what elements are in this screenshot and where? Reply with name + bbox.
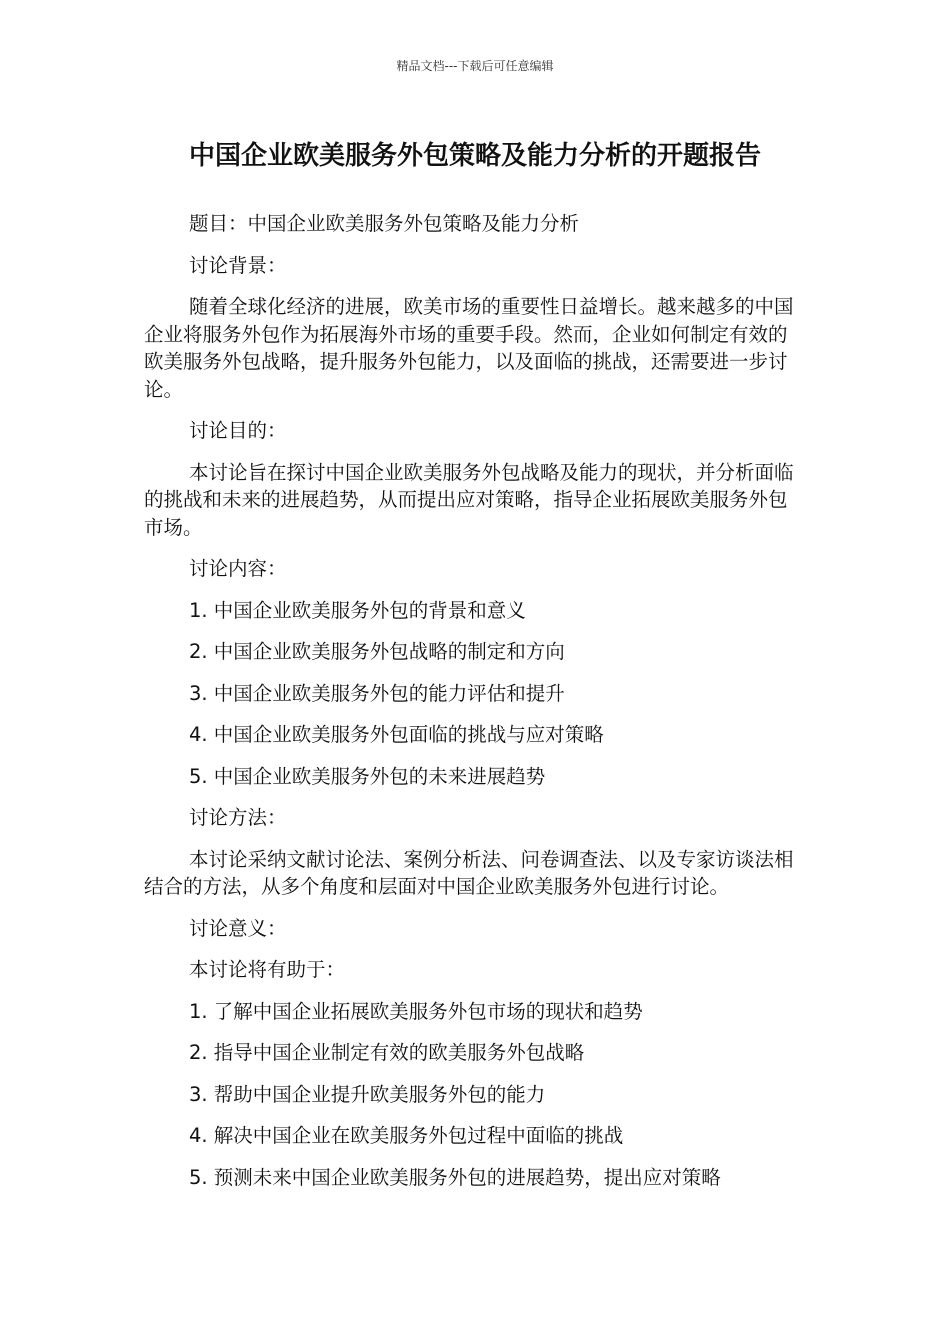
background-label: 讨论背景： xyxy=(189,253,287,277)
document-body xyxy=(144,210,794,1205)
topic-line: 题目：中国企业欧美服务外包策略及能力分析 xyxy=(189,212,580,235)
purpose-paragraph: 本讨论旨在探讨中国企业欧美服务外包战略及能力的现状，并分析面临的挑战和未来的进展趋势，从而提出应对策略，指导企业拓展欧美服务外包市场。 xyxy=(144,460,794,539)
background-paragraph: 随着全球化经济的进展，欧美市场的重要性日益增长。越来越多的中国企业将服务外包作为拓展海外市场的重要手段。然而，企业如何制定有效的欧美服务外包战略，提升服务外包能力，以及面临的挑战，还需要进一步讨论。 xyxy=(144,295,794,401)
significance-label: 讨论意义： xyxy=(189,916,287,940)
content-label: 讨论内容： xyxy=(189,557,287,580)
content-item-4: 4. 中国企业欧美服务外包面临的挑战与应对策略 xyxy=(189,723,604,746)
significance-item-2: 2. 指导中国企业制定有效的欧美服务外包战略 xyxy=(189,1041,585,1064)
content-item-5: 5. 中国企业欧美服务外包的未来进展趋势 xyxy=(189,764,546,788)
significance-item-1: 1. 了解中国企业拓展欧美服务外包市场的现状和趋势 xyxy=(189,999,643,1023)
significance-item-5: 5. 预测未来中国企业欧美服务外包的进展趋势，提出应对策略 xyxy=(189,1165,721,1189)
method-label: 讨论方法： xyxy=(189,806,287,829)
significance-item-3: 3. 帮助中国企业提升欧美服务外包的能力 xyxy=(189,1082,546,1106)
purpose-label: 讨论目的： xyxy=(189,419,287,442)
method-paragraph: 本讨论采纳文献讨论法、案例分析法、问卷调查法、以及专家访谈法相结合的方法，从多个角度和层面对中国企业欧美服务外包进行讨论。 xyxy=(144,847,794,898)
content-item-2: 2. 中国企业欧美服务外包战略的制定和方向 xyxy=(189,640,565,663)
significance-intro: 本讨论将有助于： xyxy=(189,958,346,981)
document-title: 中国企业欧美服务外包策略及能力分析的开题报告 xyxy=(188,141,761,171)
header-note: 精品文档---下载后可任意编辑 xyxy=(396,59,554,73)
content-item-1: 1. 中国企业欧美服务外包的背景和意义 xyxy=(189,598,526,622)
significance-item-4: 4. 解决中国企业在欧美服务外包过程中面临的挑战 xyxy=(189,1124,624,1147)
content-item-3: 3. 中国企业欧美服务外包的能力评估和提升 xyxy=(189,681,565,705)
